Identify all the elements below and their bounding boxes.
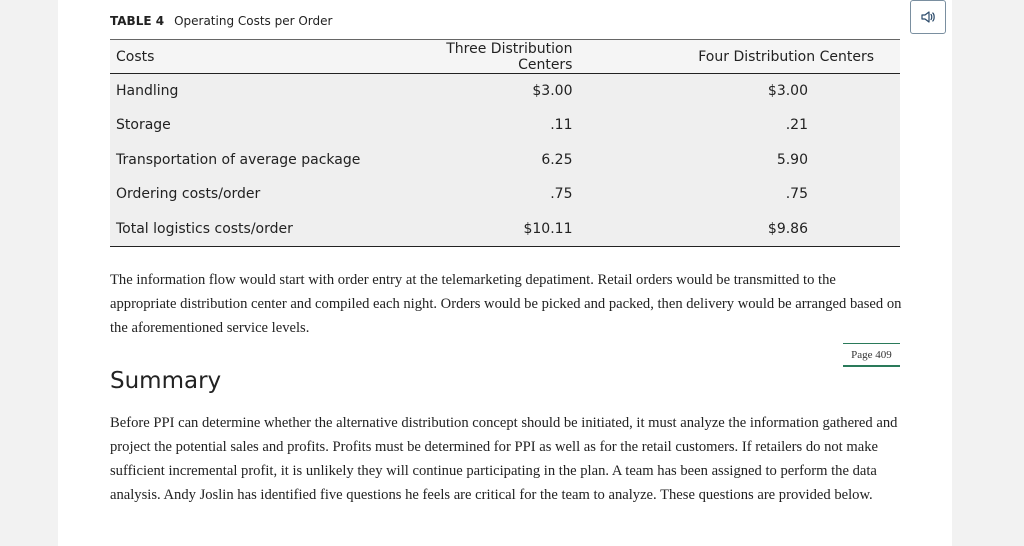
row-label: Handling [116, 83, 179, 99]
information-flow-paragraph: The information flow would start with order entry at the telemarketing depatiment. Retail orders would be transmitted to the appropriate distribution center and compiled each night. Orders would be picked and packed, then delivery would be arranged based on the aforementioned service levels. [110, 272, 902, 336]
summary-paragraph: Before PPI can determine whether the alternative distribution concept should be initiated, it must analyze the information gathered and project the potential sales and profits. Profits must be determined for PPI as well as for the retail customers. If retailers do not make sufficient incremental profit, it is unlikely they will continue participating in the plan. A team has been assigned to perform the data analysis. Andy Joslin has identified five questions he feels are critical for the team to analyze. These questions are provided below. [110, 415, 898, 503]
cell-four: $3.00 [767, 83, 808, 99]
page-marker: Page 409 [843, 343, 900, 367]
table-row [110, 143, 900, 178]
table-title: Operating Costs per Order [174, 14, 333, 28]
table-header-row [110, 40, 900, 74]
table-row [110, 74, 900, 109]
cell-four: $9.86 [572, 212, 900, 247]
cell-three: .11 [550, 117, 573, 134]
operating-costs-table [110, 39, 900, 247]
row-label: Total logistics costs/order [110, 212, 433, 247]
table-row [110, 212, 900, 247]
cell-three: 6.25 [541, 151, 573, 168]
cell-four: .21 [785, 117, 808, 134]
row-label: Transportation of average package [116, 151, 361, 168]
cell-three: .75 [550, 186, 573, 203]
header-four-centers: Four Distribution Centers [572, 40, 900, 74]
cell-four: 5.90 [776, 151, 808, 168]
cell-three: $10.11 [433, 212, 572, 247]
speaker-icon [920, 9, 936, 25]
row-label: Storage [116, 117, 171, 134]
header-costs: Costs [110, 40, 433, 74]
table-row [110, 177, 900, 212]
read-aloud-button[interactable] [910, 0, 946, 34]
cell-four: .75 [785, 186, 808, 203]
row-label: Ordering costs/order [116, 186, 261, 203]
table-number: TABLE 4 [110, 14, 165, 28]
summary-heading: Summary [110, 368, 222, 394]
table-caption [110, 14, 332, 28]
table-row [110, 108, 900, 143]
cell-three: $3.00 [532, 83, 573, 99]
header-three-centers: Three Distribution Centers [433, 40, 572, 74]
